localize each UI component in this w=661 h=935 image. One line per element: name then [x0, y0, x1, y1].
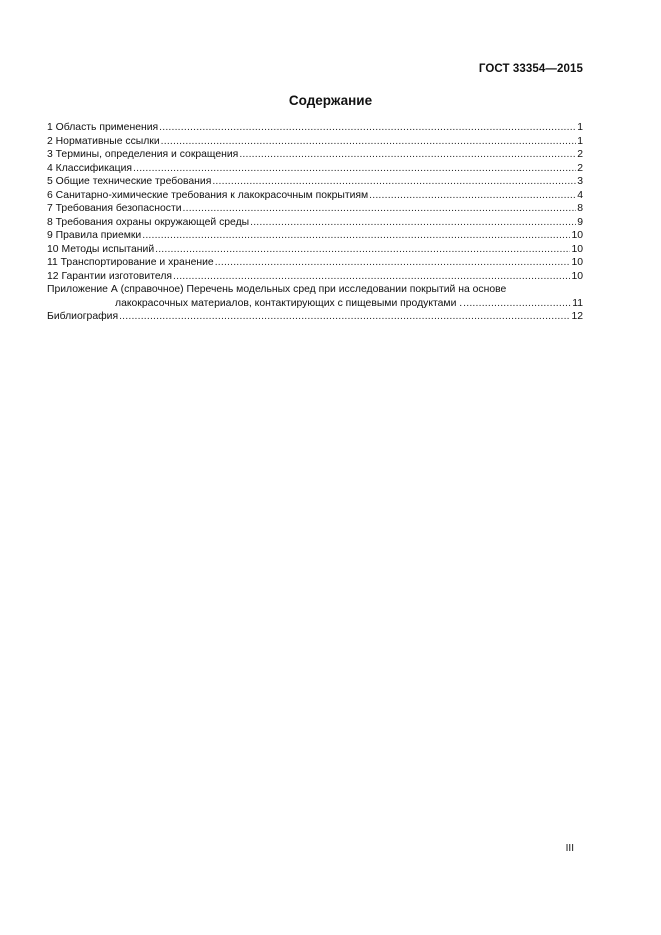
toc-entry-page: 4	[577, 189, 583, 201]
standard-code: ГОСТ 33354—2015	[478, 63, 583, 75]
toc-leader	[183, 202, 577, 216]
toc-entry-page: 9	[577, 216, 583, 228]
page-title: Содержание	[288, 93, 373, 108]
toc-leader	[215, 256, 571, 270]
toc-entry-page: 1	[577, 122, 583, 133]
toc-entry-title: 7 Требования безопасности	[47, 203, 182, 214]
toc-entry-title: 5 Общие технические требования	[47, 176, 212, 187]
toc-entry[interactable]	[47, 121, 583, 135]
toc-appendix-title-cont: лакокрасочных материалов, контактирующих с пищевыми продуктами .	[115, 297, 463, 309]
toc-appendix-line2	[47, 297, 583, 311]
toc-leader	[133, 162, 576, 176]
toc-leader	[463, 297, 571, 311]
toc-entry-page: 10	[571, 257, 583, 268]
toc-entry-page: 8	[577, 203, 583, 214]
toc-entry-page: 10	[571, 230, 583, 241]
toc-appendix-title: Приложение А (справочное) Перечень модельных сред при исследовании покрытий на основе	[47, 284, 507, 295]
toc-entry[interactable]	[47, 202, 583, 216]
toc-leader	[369, 189, 576, 203]
toc-entry-title: 4 Классификация	[47, 162, 133, 174]
toc-leader	[161, 135, 577, 149]
toc-leader	[239, 148, 576, 162]
toc-leader	[212, 175, 576, 189]
toc-appendix-entry[interactable]	[47, 283, 583, 310]
toc-entry[interactable]	[47, 189, 583, 203]
toc-entry-page: 10	[571, 270, 583, 282]
toc-entry[interactable]	[47, 270, 583, 284]
toc-entry-page: 1	[577, 135, 583, 147]
toc-entry-page: 2	[577, 149, 583, 160]
toc-entry-title: 9 Правила приемки	[47, 230, 142, 241]
toc-entry-page: 11	[572, 297, 583, 309]
toc-leader	[159, 121, 576, 135]
toc-leader	[119, 310, 570, 324]
toc-entry[interactable]	[47, 229, 583, 243]
toc-leader	[250, 216, 576, 230]
toc-entry[interactable]	[47, 256, 583, 270]
toc-entry-title: 12 Гарантии изготовителя	[47, 270, 173, 282]
toc-entry-title: 3 Термины, определения и сокращения	[47, 149, 239, 160]
toc-leader	[173, 270, 570, 284]
toc-entry[interactable]	[47, 148, 583, 162]
toc-entry-page: 2	[577, 162, 583, 174]
toc-entry-title: 10 Методы испытаний	[47, 243, 155, 255]
toc-entry-title: Библиография	[47, 311, 119, 322]
toc-entry-page: 3	[577, 176, 583, 187]
page-number: III	[565, 843, 574, 854]
toc-entry[interactable]	[47, 243, 583, 257]
toc-entry[interactable]	[47, 162, 583, 176]
toc-leader	[142, 229, 570, 243]
toc-entry-title: 6 Санитарно-химические требования к лакокрасочным покрытиям	[47, 189, 369, 201]
toc-leader	[155, 243, 570, 257]
toc-entry-title: 8 Требования охраны окружающей среды	[47, 216, 250, 228]
toc-entry[interactable]	[47, 175, 583, 189]
table-of-contents	[47, 121, 583, 324]
toc-entry-title: 1 Область применения	[47, 122, 159, 133]
toc-entry[interactable]	[47, 216, 583, 230]
toc-entry[interactable]	[47, 135, 583, 149]
toc-entry-page: 10	[571, 243, 583, 255]
toc-appendix-line1	[47, 283, 583, 297]
toc-entry-title: 2 Нормативные ссылки	[47, 135, 160, 147]
toc-entry-page: 12	[571, 311, 583, 322]
toc-bibliography-entry[interactable]	[47, 310, 583, 324]
toc-entry-title: 11 Транспортирование и хранение	[47, 257, 214, 268]
